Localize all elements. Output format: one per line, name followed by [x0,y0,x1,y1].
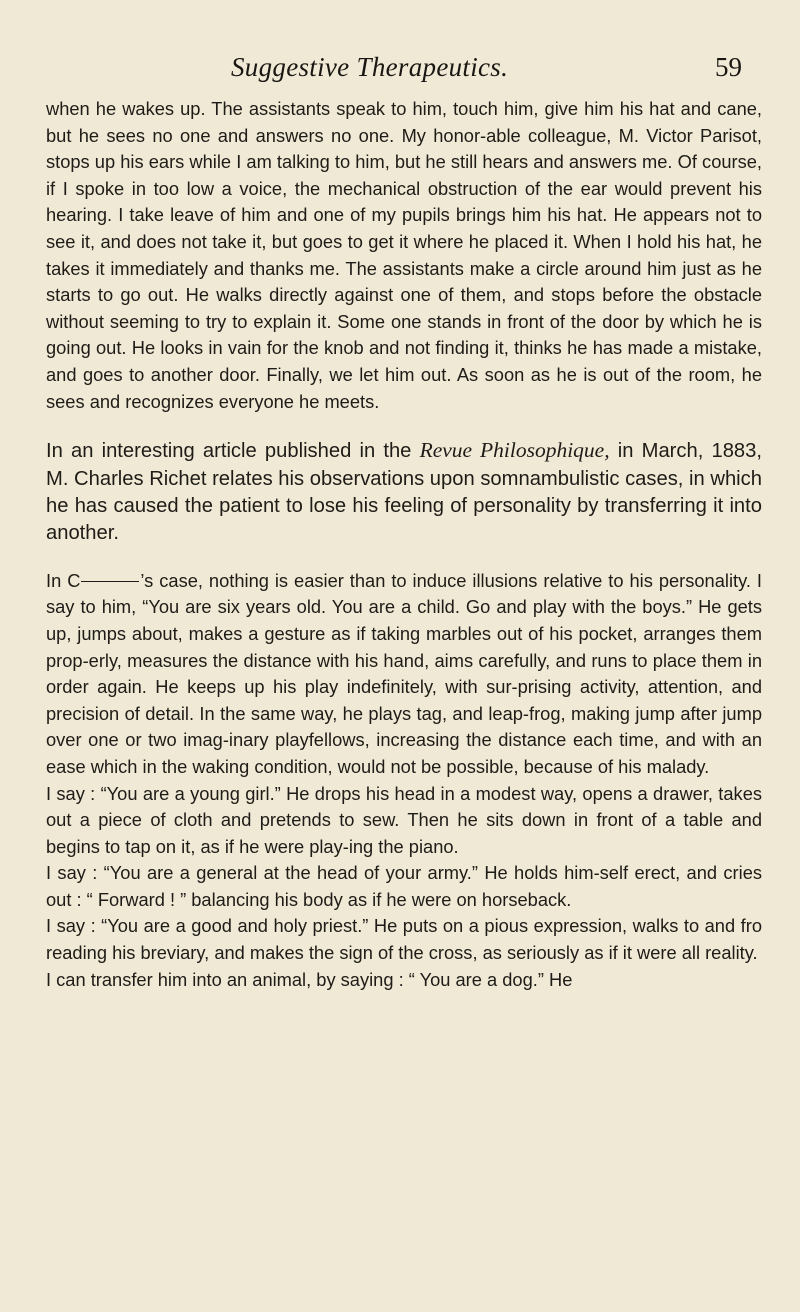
paragraph-6: I say : “You are a good and holy priest.” He puts on a pious expression, walks to and fro reading his breviary, and makes the sign of the cross, as seriously as if it were all reality. [46,915,762,964]
paragraph-3 [46,568,762,781]
paragraph-4: I say : “You are a young girl.” He drops his head in a modest way, opens a drawer, takes out a piece of cloth and pretends to sew. Then he sits down in front of a table and begins to tap on it, as if he were play-ing the piano. [46,782,762,857]
paragraph-2-lead: In an interesting article published in the [46,440,420,463]
paragraph-3-lead: In C [46,569,81,591]
text-block-quoted-article [46,437,762,548]
page-number: 59 [715,52,742,82]
paragraph-3-rest: ’s case, nothing is easier than to induce illusions relative to his personality. I say to him, “You are six years old. You are a child. Go and play with the boys.” He gets up, jumps about, makes a gesture as if taking marbles out of his pocket, arranges them prop-erly, measures the distance with his hand, aims carefully, and runs to place them in order again. He keeps up his play indefinitely, with sur-prising activity, attention, and precision of detail. In the same way, he plays tag, and leap-frog, making jump after jump over one or two imag-inary playfellows, increasing the distance each time, and with an ease which in the waking condition, would not be possible, because of his malady. [46,569,763,777]
paragraph-7: I can transfer him into an animal, by saying : “ You are a dog.” He [46,968,573,990]
paragraph-2-rest: in March, 1883, M. Charles Richet relates his observations upon somnambulistic cases, in which he has caused the patient to lose his feeling of personality by transferring it into another. [46,440,762,545]
running-head [46,52,762,96]
text-block-continuation [46,96,762,415]
name-elision-dash [81,581,139,582]
paragraph-5: I say : “You are a general at the head of your army.” He holds him-self erect, and cries out : “ Forward ! ” balancing his body as if he were on horseback. [46,862,762,910]
running-title: Suggestive Therapeutics. [231,52,509,82]
paragraph-2 [46,437,762,548]
paragraph-1: when he wakes up. The assistants speak to him, touch him, give him his hat and cane, but he sees no one and answers no one. My honor-able colleague, M. Victor Parisot, stops up his ears while I am talking to him, but he still hears and answers me. Of course, if I spoke in too low a voice, the mechanical obstruction of the ear would prevent his hearing. I take leave of him and one of my pupils brings him his hat. He appears not to see it, and does not take it, but goes to get it where he placed it. When I hold his hat, he takes it immediately and thanks me. The assistants make a circle around him just as he starts to go out. He walks directly against one of them, and stops before the obstacle without seeming to try to explain it. Some one stands in front of the door by which he is going out. He looks in vain for the knob and not finding it, thinks he has made a mistake, and goes to another door. Finally, we let him out. As soon as he is out of the room, he sees and recognizes everyone he meets. [46,98,762,412]
journal-title: Revue Philosophique, [419,438,610,463]
text-block-case [46,568,762,994]
